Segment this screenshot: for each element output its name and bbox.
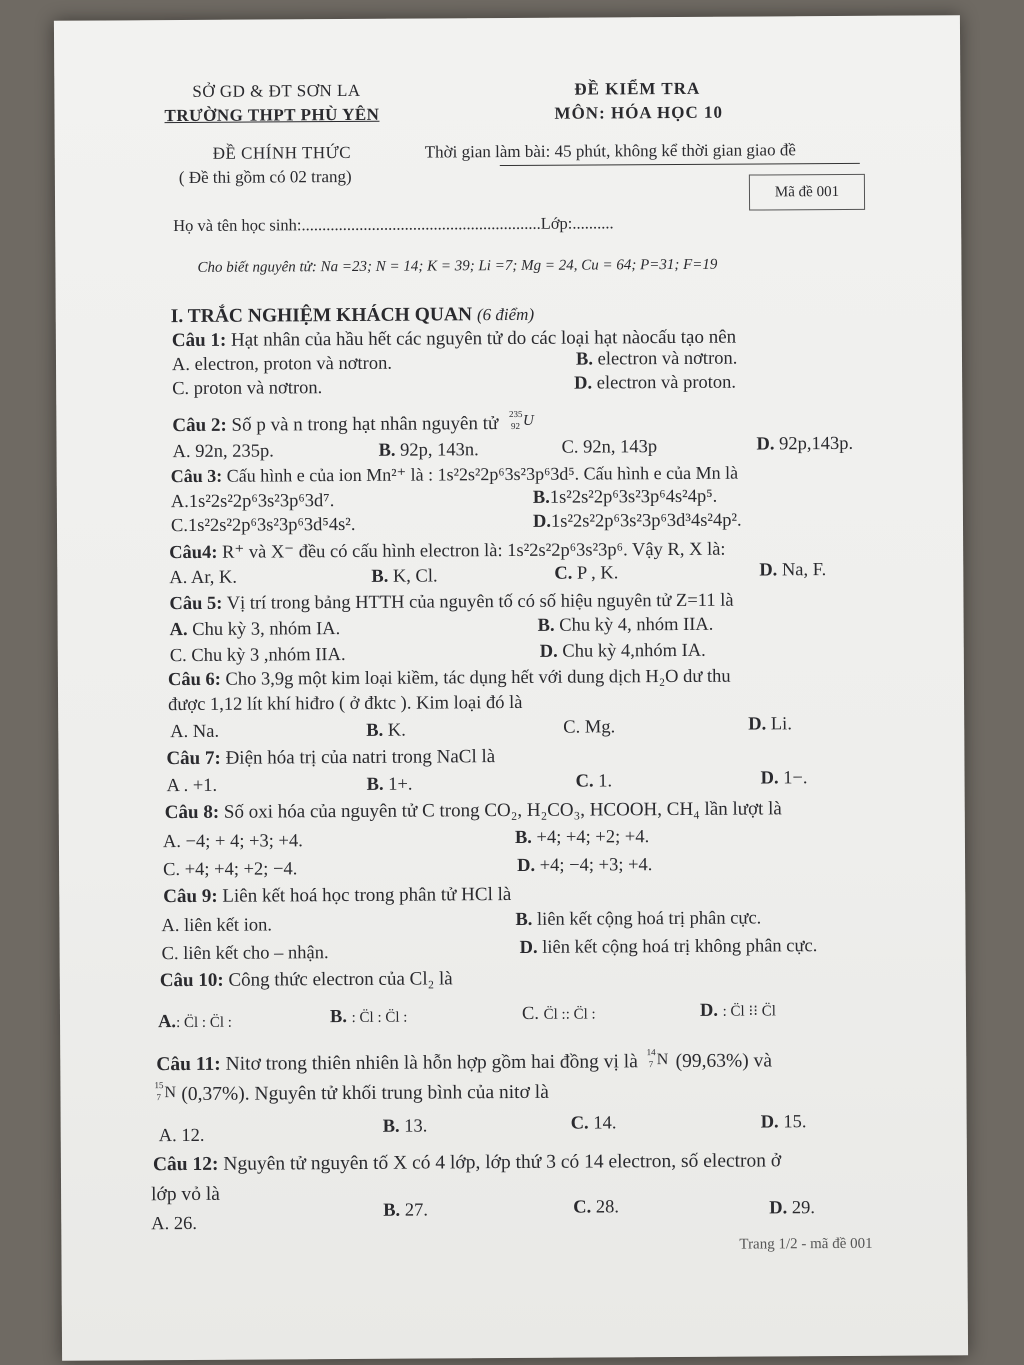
section-points: (6 điểm) [476, 304, 535, 325]
option-text: 92p, 143n. [400, 440, 479, 461]
option-letter: A. [172, 441, 191, 463]
q3-option-b[interactable] [533, 487, 718, 509]
option-letter: A. [162, 832, 181, 853]
question-3 [171, 463, 738, 487]
option-text: 92p,143p. [779, 433, 854, 455]
option-text: : C̈l : C̈l : [351, 1009, 408, 1026]
option-letter: B. [532, 487, 550, 508]
option-text: liên kết ion. [184, 915, 272, 937]
question-label: Câu 11: [156, 1053, 221, 1076]
question-label: Câu 12: [152, 1153, 219, 1176]
q8-option-b[interactable] [515, 827, 649, 849]
q4-option-a[interactable] [169, 568, 237, 589]
option-letter: C. [570, 1113, 589, 1134]
question-text: Hạt nhân của hầu hết các nguyên tử do các loại hạt nàocấu tạo nên [230, 326, 737, 351]
question-6 [168, 667, 731, 691]
question-label: Câu 7: [166, 747, 221, 770]
option-text: 1s²2s²2p⁶3s²3p⁶3d³4s²4p². [550, 510, 742, 532]
q10-option-b[interactable] [330, 1007, 408, 1028]
option-letter: D. [517, 855, 536, 876]
option-letter: C. [163, 860, 181, 881]
option-text: 1s²2s²2p⁶3s²3p⁶4s²4p⁵. [549, 486, 718, 508]
question-12 [153, 1150, 781, 1176]
q2-option-d[interactable] [756, 434, 853, 456]
q4-option-b[interactable] [371, 566, 437, 587]
question-4 [169, 539, 725, 564]
option-text: Li. [770, 714, 792, 735]
question-text-cont: (99,63%) và [675, 1050, 773, 1073]
q3-option-a[interactable] [171, 491, 335, 513]
q6-option-b[interactable] [366, 721, 406, 742]
q5-option-a[interactable] [170, 619, 341, 641]
q4-option-d[interactable] [759, 560, 826, 581]
exam-code-box [749, 174, 865, 211]
question-text: Điện hóa trị của natri trong NaCl là [225, 746, 496, 769]
q8-option-d[interactable] [517, 855, 652, 877]
subject-title: MÔN: HÓA HỌC 10 [554, 102, 724, 123]
option-letter: A. [158, 1126, 177, 1147]
option-letter: C. [169, 645, 187, 667]
isotope-symbol: N [656, 1050, 669, 1068]
q5-option-b[interactable] [538, 615, 714, 637]
question-label: Câu 2: [172, 414, 227, 437]
isotope-z: 92 [511, 420, 521, 431]
section-title [171, 304, 535, 328]
q1-option-c[interactable] [172, 378, 322, 400]
option-text: +4; −4; +3; +4. [539, 855, 653, 876]
question-text: Liên kết hoá học trong phân tử HCl là [222, 884, 512, 907]
question-text: Nitơ trong thiên nhiên là hỗn hợp gồm hai đồng vị là [225, 1051, 638, 1075]
option-text: 1s²2s²2p⁶3s²3p⁶3d⁵4s². [187, 514, 356, 536]
option-text: : C̈l ⁝⁝ C̈l [722, 1003, 776, 1020]
option-letter: C. [161, 944, 179, 965]
q6-option-a[interactable] [170, 722, 219, 743]
option-text: +4; +4; +2; −4. [184, 859, 298, 880]
q9-option-a[interactable] [161, 915, 272, 937]
official-label: ĐỀ CHÍNH THỨC [212, 142, 352, 163]
isotope-mass: 235 [508, 408, 523, 419]
question-11 [156, 1046, 773, 1076]
option-text: 29. [791, 1198, 815, 1219]
option-text: 1. [598, 771, 613, 792]
option-letter: D. [760, 768, 779, 789]
option-text: : C̈l : C̈l : [175, 1014, 232, 1032]
pages-note: ( Đề thi gồm có 02 trang) [178, 166, 352, 188]
option-text: 14. [593, 1113, 617, 1134]
question-text: Vị trí trong bảng HTTH của nguyên tố có số hiệu nguyên tử Z=11 là [226, 590, 734, 614]
q9-option-d[interactable] [520, 936, 818, 959]
option-text: 15. [783, 1112, 807, 1133]
student-info-line: Họ và tên học sinh:..........................................................Lớp:.......... [173, 213, 614, 236]
option-letter: D. [532, 511, 552, 532]
option-text: Na, F. [781, 560, 827, 581]
option-letter: A. [161, 916, 180, 937]
option-letter: D. [756, 434, 775, 455]
question-text: Số p và n trong hạt nhân nguyên tử [231, 413, 499, 436]
question-text-cont: (0,37%). Nguyên tử khối trung bình của nitơ là [181, 1081, 549, 1106]
question-label: Câu 8: [164, 801, 220, 824]
q1-option-a[interactable] [172, 354, 392, 376]
q4-option-c[interactable] [554, 563, 618, 584]
option-letter: D. [759, 560, 778, 581]
option-text: K, Cl. [392, 566, 438, 587]
q7-option-c[interactable] [576, 771, 613, 792]
q6-option-c[interactable] [563, 717, 615, 738]
nitrogen-14-isotope [643, 1046, 669, 1073]
question-label: Câu 1: [171, 329, 227, 352]
q9-option-c[interactable] [162, 943, 329, 965]
q10-option-a[interactable] [158, 1012, 232, 1033]
option-letter: B. [371, 566, 389, 587]
option-text: 92n, 235p. [195, 441, 274, 462]
q10-option-c[interactable] [522, 1003, 596, 1024]
option-letter: C. [575, 771, 594, 792]
option-text: P , K. [576, 563, 619, 584]
option-text: Mg. [584, 717, 616, 738]
option-letter: C. [554, 563, 573, 584]
option-letter: B. [329, 1007, 348, 1028]
option-text: liên kết cho – nhận. [183, 943, 329, 965]
question-label: Câu 6: [167, 669, 221, 691]
question-6-line-2: được 1,12 lít khí hiđro ( ở đktc ). Kim loại đó là [168, 692, 523, 716]
option-letter: D. [760, 1112, 779, 1133]
q10-option-d[interactable] [700, 1000, 776, 1021]
option-text: K. [387, 720, 406, 741]
question-7 [166, 746, 495, 770]
q1-option-b[interactable] [576, 349, 737, 371]
option-text: liên kết cộng hoá trị không phân cực. [542, 936, 818, 958]
option-letter: B. [383, 1200, 401, 1221]
isotope-mass: 15 [154, 1079, 164, 1090]
question-text: Cho 3,9g một kim loại kiềm, tác dụng hết với dung dịch H₂O dư thu [225, 666, 731, 690]
q3-option-d[interactable] [533, 511, 742, 533]
time-underline [500, 163, 860, 166]
option-letter: C. [172, 378, 190, 400]
nitrogen-15-isotope [154, 1079, 177, 1106]
question-8 [165, 798, 782, 824]
uranium-isotope [503, 408, 534, 435]
exam-code: Mã đề 001 [774, 183, 840, 200]
q11-option-d[interactable] [761, 1112, 807, 1133]
q12-option-d[interactable] [769, 1198, 815, 1219]
option-letter: A. [170, 491, 189, 513]
option-letter: B. [366, 720, 384, 741]
option-letter: B. [366, 774, 384, 795]
option-letter: A . [166, 775, 189, 797]
q11-option-c[interactable] [571, 1113, 617, 1134]
q8-option-a[interactable] [163, 831, 303, 853]
option-text: −4; + 4; +3; +4. [185, 831, 303, 852]
option-letter: C. [521, 1003, 540, 1024]
exam-paper [54, 15, 968, 1361]
option-text: Ar, K. [190, 567, 238, 588]
q11-option-b[interactable] [383, 1117, 428, 1138]
question-text: Số oxi hóa của nguyên tử C trong CO₂, H₂CO₃, HCOOH, CH₄ lần lượt là [223, 798, 782, 823]
q12-option-a[interactable] [151, 1214, 197, 1235]
option-text: electron và proton. [596, 372, 737, 394]
q8-option-c[interactable] [163, 859, 297, 881]
question-12-line-2: lớp vỏ là [151, 1183, 220, 1206]
option-letter: D. [769, 1198, 788, 1219]
option-text: 1+. [388, 774, 413, 795]
q3-option-c[interactable] [171, 515, 356, 537]
isotope-symbol: U [522, 412, 534, 429]
question-9 [163, 884, 511, 908]
option-text: 13. [404, 1116, 428, 1137]
option-text: Chu kỳ 4,nhóm IA. [562, 640, 706, 662]
option-letter: A. [171, 354, 191, 376]
option-text: Chu kỳ 4, nhóm IIA. [559, 614, 714, 636]
option-text: 12. [181, 1125, 205, 1147]
q2-option-b[interactable] [378, 440, 478, 462]
q6-option-d[interactable] [748, 714, 792, 735]
q12-option-b[interactable] [383, 1201, 428, 1222]
option-letter: C. [561, 437, 579, 458]
question-2 [172, 408, 534, 437]
option-text: 1−. [783, 768, 808, 789]
q7-option-b[interactable] [367, 775, 413, 796]
q7-option-a[interactable] [167, 776, 218, 797]
option-letter: D. [519, 937, 538, 958]
option-text: C̈l :: C̈l : [543, 1006, 596, 1023]
question-label: Câu 3: [170, 465, 223, 487]
q2-option-a[interactable] [172, 441, 273, 463]
question-label: Câu 5: [169, 593, 223, 615]
exam-title: ĐỀ KIỂM TRA [574, 78, 701, 99]
option-letter: B. [515, 909, 533, 930]
question-label: Câu4: [169, 542, 218, 564]
option-letter: A. [169, 567, 188, 589]
option-letter: C. [170, 515, 189, 537]
question-label: Câu 10: [159, 969, 224, 992]
option-text: 26. [173, 1213, 198, 1235]
isotope-symbol: N [164, 1083, 177, 1101]
option-letter: B. [378, 440, 396, 461]
school-name [164, 105, 379, 126]
option-text: 28. [595, 1197, 619, 1218]
question-text: Nguyên tử nguyên tố X có 4 lớp, lớp thứ 3 có 14 electron, số electron ở [223, 1150, 782, 1175]
option-letter: A. [157, 1012, 177, 1033]
question-5 [169, 591, 733, 615]
atomic-masses: Cho biết nguyên tử: Na =23; N = 14; K = 39; Li =7; Mg = 24, Cu = 64; P=31; F=19 [197, 256, 718, 276]
isotope-z: 7 [156, 1091, 162, 1102]
isotope-z: 7 [648, 1058, 654, 1069]
question-text: R⁺ và X⁻ đều có cấu hình electron là: 1s²2s²2p⁶3s²3p⁶. Vậy R, X là: [222, 539, 726, 563]
school-name-text: TRƯỜNG THPT PHÙ YÊN [164, 104, 380, 126]
option-letter: B. [382, 1116, 400, 1137]
option-letter: D. [748, 714, 767, 735]
page-footer: Trang 1/2 - mã đề 001 [739, 1235, 873, 1253]
question-text: Công thức electron của Cl₂ là [228, 968, 453, 991]
department-name: SỞ GD & ĐT SƠN LA [192, 80, 361, 101]
option-letter: C. [563, 717, 581, 738]
option-text: 92n, 143p [583, 437, 658, 458]
option-letter: B. [575, 349, 594, 370]
isotope-mass: 14 [646, 1046, 656, 1057]
option-text: electron và nơtron. [597, 348, 738, 370]
q1-option-d[interactable] [574, 373, 736, 395]
option-letter: A. [170, 721, 189, 743]
option-text: Na. [192, 721, 220, 742]
q5-option-d[interactable] [540, 641, 706, 663]
q9-option-b[interactable] [515, 908, 761, 931]
option-letter: B. [514, 827, 532, 848]
option-letter: D. [574, 373, 593, 394]
option-text: proton và nơtron. [193, 378, 323, 399]
option-letter: C. [573, 1197, 592, 1218]
q2-option-c[interactable] [561, 437, 657, 459]
q7-option-d[interactable] [760, 768, 807, 789]
option-text: Chu kỳ 3, nhóm IA. [192, 619, 341, 640]
time-note: Thời gian làm bài: 45 phút, không kể thời gian giao đề [424, 140, 796, 162]
option-text: liên kết cộng hoá trị phân cực. [536, 908, 762, 930]
option-text: 1s²2s²2p⁶3s²3p⁶3d⁷. [188, 491, 335, 512]
q11-option-a[interactable] [159, 1126, 205, 1147]
option-text: 27. [404, 1200, 428, 1221]
question-label: Câu 9: [163, 885, 218, 908]
option-letter: D. [699, 1000, 719, 1021]
option-text: +4; +4; +2; +4. [536, 827, 650, 848]
question-text: Cấu hình e của ion Mn²⁺ là : 1s²2s²2p⁶3s²3p⁶3d⁵. Cấu hình e của Mn là [226, 462, 739, 486]
q5-option-c[interactable] [170, 645, 346, 667]
option-text: Chu kỳ 3 ,nhóm IIA. [191, 645, 346, 666]
question-11-line-2 [154, 1079, 549, 1106]
option-letter: B. [537, 615, 555, 636]
question-10 [160, 968, 453, 992]
section-title-text: I. TRẮC NGHIỆM KHÁCH QUAN [170, 304, 473, 328]
option-text: electron, proton và nơtron. [194, 353, 392, 375]
option-letter: A. [151, 1214, 170, 1235]
q12-option-c[interactable] [573, 1197, 619, 1218]
option-letter: A. [169, 619, 188, 641]
option-text: +1. [192, 775, 218, 796]
option-letter: D. [539, 641, 558, 662]
